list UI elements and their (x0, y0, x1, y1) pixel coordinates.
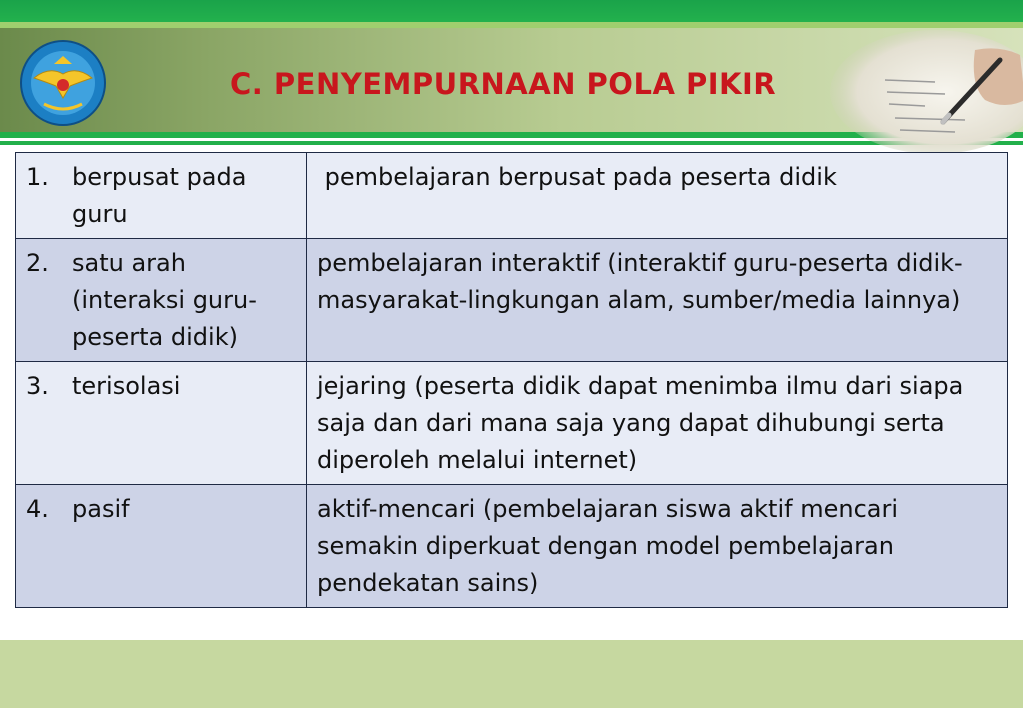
table-cell-to (307, 153, 1008, 239)
table-cell-from (16, 153, 307, 239)
table-row (16, 153, 1008, 239)
bottom-band (0, 640, 1023, 708)
from-text: pasif (72, 495, 130, 523)
table-cell-to (307, 485, 1008, 608)
tut-wuri-handayani-logo-icon (14, 38, 112, 128)
table-cell-from (16, 362, 307, 485)
page-title: C. PENYEMPURNAAN POLA PIKIR (230, 67, 777, 101)
mindset-table (15, 152, 1008, 608)
table-row (16, 362, 1008, 485)
row-number: 3. (26, 372, 49, 400)
to-text: jejaring (peserta didik dapat menimba ilmu dari siapa saja dan dari mana saja yang dapat dihubungi serta diperoleh melalui internet) (317, 372, 964, 474)
row-number: 4. (26, 495, 49, 523)
top-green-band (0, 0, 1023, 22)
table-cell-to (307, 239, 1008, 362)
from-text: berpusat pada guru (72, 163, 247, 228)
row-number: 2. (26, 249, 49, 277)
table-cell-from (16, 239, 307, 362)
to-text: pembelajaran interaktif (interaktif guru-peserta didik-masyarakat-lingkungan alam, sumber/media lainnya) (317, 249, 963, 314)
from-text: terisolasi (72, 372, 181, 400)
to-text: aktif-mencari (pembelajaran siswa aktif mencari semakin diperkuat dengan model pembelajaran pendekatan sains) (317, 495, 899, 597)
table-cell-to (307, 362, 1008, 485)
hand-writing-with-pen-photo-icon (825, 30, 1023, 160)
table-row (16, 485, 1008, 608)
from-text: satu arah (interaksi guru-peserta didik) (72, 249, 257, 351)
to-text: pembelajaran berpusat pada peserta didik (317, 163, 837, 191)
row-number: 1. (26, 163, 49, 191)
table-row (16, 239, 1008, 362)
table-cell-from (16, 485, 307, 608)
